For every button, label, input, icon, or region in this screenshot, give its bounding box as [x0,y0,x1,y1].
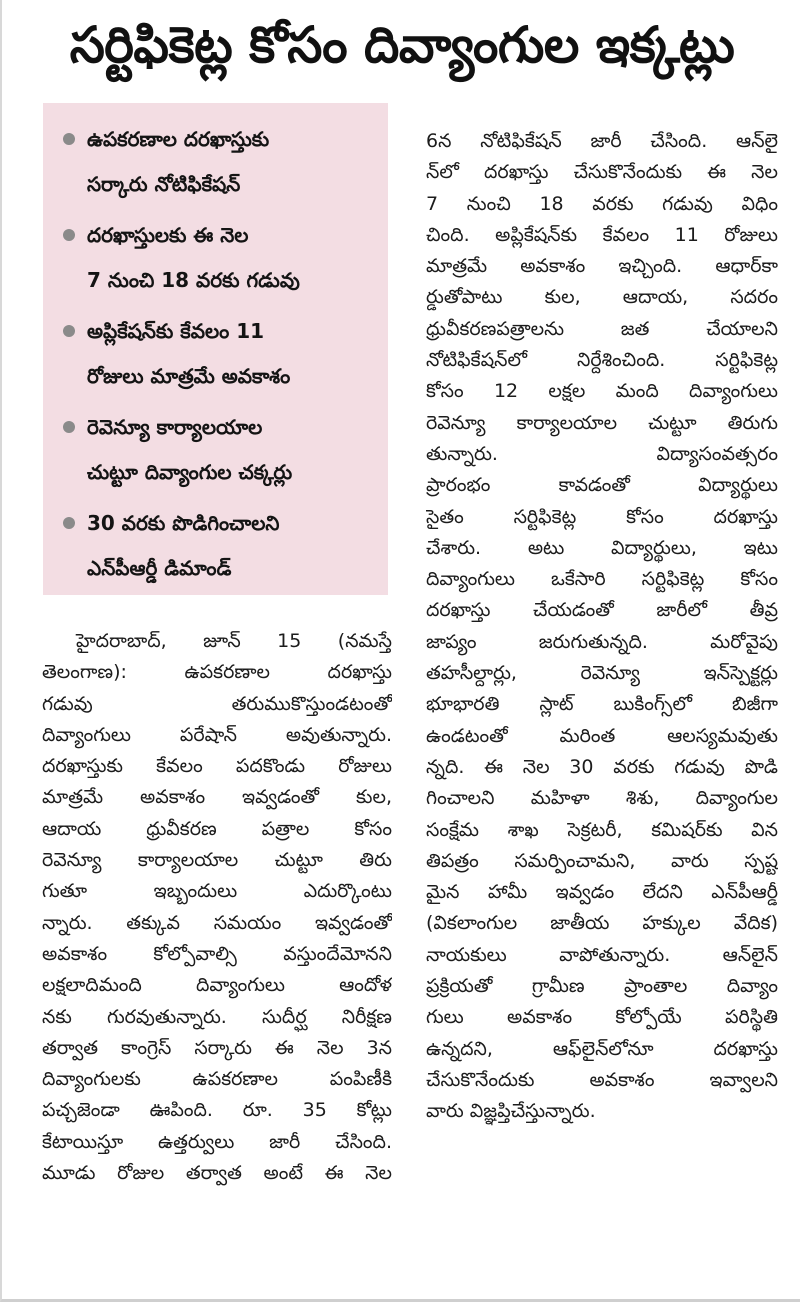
highlights-box [43,103,388,595]
article-line: ఆదాయ ధ్రువీకరణ పత్రాల కోసం [42,817,392,840]
article-line: ప్రారంభం కావడంతో విద్యార్థులు [426,474,778,497]
article-line: సైతం సర్టిఫికెట్ల కోసం దరఖాస్తు [426,505,778,528]
article-line: న్నారు. తక్కువ సమయం ఇవ్వడంతో [42,911,392,934]
article-line: దివ్యాంగులకు ఉపకరణాల పంపిణీకి [42,1068,392,1091]
bullet-icon [63,421,75,433]
article-line: కేటాయిస్తూ ఉత్తర్వులు జారీ చేసింది. [42,1130,392,1153]
highlight-line: చుట్టూ దివ్యాంగుల చక్కర్లు [87,460,293,484]
highlight-line: రెవెన్యూ కార్యాలయాల [87,415,263,439]
article-line: సంక్షేమ శాఖ సెక్రటరీ, కమిషర్‌కు విన [426,818,778,841]
article-line: న్నది. ఈ నెల 30 వరకు గడువు పొడి [426,755,778,778]
article-line: మాత్రమే అవకాశం ఇవ్వడంతో కుల, [42,786,392,809]
article-line: మూడు రోజుల తర్వాత అంటే ఈ నెల [42,1162,392,1185]
article-line: రెవెన్యూ కార్యాలయాల చుట్టూ తిరుగు [426,411,778,434]
highlight-line: 30 వరకు పొడిగించాలని [87,511,280,535]
article-line: ధ్రువీకరణపత్రాలను జత చేయాలని [426,317,778,340]
highlight-line: అప్లికేషన్‌కు కేవలం 11 [87,319,265,343]
article-line: గించాలని మహిళా శిశు, దివ్యాంగుల [426,787,778,810]
article-line: అవకాశం కోల్పోవాల్సి వస్తుందేమోనని [42,942,392,965]
article-line: దరఖాస్తు చేయడంతో జారీలో తీవ్ర [426,599,778,622]
article-line: తెలంగాణ): ఉపకరణాల దరఖాస్తు [42,661,392,684]
article-line: ఉన్నదని, ఆఫ్‌లైన్‌లోనూ దరఖాస్తు [426,1037,778,1060]
article-line: తహసీల్దార్లు, రెవెన్యూ ఇన్‌స్పెక్టర్లు [426,662,778,685]
article-line: 6న నోటిఫికేషన్ జారీ చేసింది. ఆన్‌లై [426,130,778,152]
highlight-item [63,405,380,495]
article-column-right [426,126,778,1128]
article-line: గులు అవకాశం కోల్పోయే పరిస్థితి [426,1006,778,1029]
bullet-icon [63,229,75,241]
article-line: మాత్రమే అవకాశం ఇచ్చింది. ఆధార్‌కా [426,255,778,278]
article-line: చేసుకొనేందుకు అవకాశం ఇవ్వాలని [426,1068,778,1091]
article-line: ఉండటంతో మరింత ఆలస్యమవుతు [426,724,778,747]
article-line: గుతూ ఇబ్బందులు ఎదుర్కొంటు [42,880,392,903]
highlight-line: 7 నుంచి 18 వరకు గడువు [87,268,300,292]
highlight-line: ఎన్‌పీఆర్డీ డిమాండ్ [87,556,232,580]
highlight-line: దరఖాస్తులకు ఈ నెల [87,223,249,247]
article-line: నకు గురవుతున్నారు. సుదీర్ఘ నిరీక్షణ [42,1005,392,1028]
article-line: భూభారతి స్లాట్ బుకింగ్స్‌లో బిజీగా [426,693,778,716]
article-line: నాయకులు వాపోతున్నారు. ఆన్‌లైన్ [426,943,778,966]
bullet-icon [63,325,75,337]
article-line: వారు విజ్ఞప్తిచేస్తున్నారు. [426,1100,596,1123]
article-line: (వికలాంగుల జాతీయ హక్కుల వేదిక) [426,912,778,935]
article-line: చింది. అప్లికేషన్‌కు కేవలం 11 రోజులు [426,223,778,246]
article-line: పచ్చజెండా ఊపింది. రూ. 35 కోట్లు [42,1099,392,1122]
article-line: తర్వాత కాంగ్రెస్ సర్కారు ఈ నెల 3న [42,1036,392,1059]
article-column-left [42,626,392,1189]
highlight-line: ఉపకరణాల దరఖాస్తుకు [87,127,270,151]
article-line: ప్రక్రియతో గ్రామీణ ప్రాంతాల దివ్యాం [426,975,778,998]
article-line: ర్డుతోపాటు కుల, ఆదాయ, సదరం [426,286,778,309]
article-line: 7 నుంచి 18 వరకు గడువు విధిం [426,192,778,215]
highlight-item [63,309,380,399]
article-line: నోటిఫికేషన్‌లో నిర్దేశించింది. సర్టిఫికెట్ల [426,349,778,372]
highlight-line: రోజులు మాత్రమే అవకాశం [87,364,291,388]
article-line: దరఖాస్తుకు కేవలం పదకొండు రోజులు [42,755,392,778]
article-line: తున్నారు. విద్యాసంవత్సరం [426,442,778,465]
highlight-item [63,213,380,303]
highlight-item [63,501,380,591]
article-line: దివ్యాంగులు పరేషాన్ అవుతున్నారు. [42,723,392,746]
article-line: కోసం 12 లక్షల మంది దివ్యాంగులు [426,380,778,403]
article-line: గడువు తరుముకొస్తుండటంతో [42,692,392,715]
article-line: దివ్యాంగులు ఒకేసారి సర్టిఫికెట్ల కోసం [426,568,778,591]
bullet-icon [63,133,75,145]
article-line: హైదరాబాద్, జూన్ 15 (నమస్తే [76,630,392,652]
highlight-line: సర్కారు నోటిఫికేషన్ [87,172,241,196]
article-line: మైన హామీ ఇవ్వడం లేదని ఎన్‌పీఆర్డీ [426,881,778,904]
article-line: న్‌లో దరఖాస్తు చేసుకొనేందుకు ఈ నెల [426,161,778,184]
article-line: జాప్యం జరుగుతున్నది. మరోవైపు [426,630,778,653]
highlight-item [63,117,380,207]
article-line: చేశారు. అటు విద్యార్థులు, ఇటు [426,536,778,559]
article-line: తిపత్రం సమర్పించామని, వారు స్పష్ట [426,849,778,872]
headline: సర్టిఫికెట్ల కోసం దివ్యాంగుల ఇక్కట్లు [69,16,735,74]
article-line: లక్షలాదిమంది దివ్యాంగులు ఆందోళ [42,974,392,997]
bullet-icon [63,517,75,529]
article-line: రెవెన్యూ కార్యాలయాల చుట్టూ తిరు [42,849,392,872]
